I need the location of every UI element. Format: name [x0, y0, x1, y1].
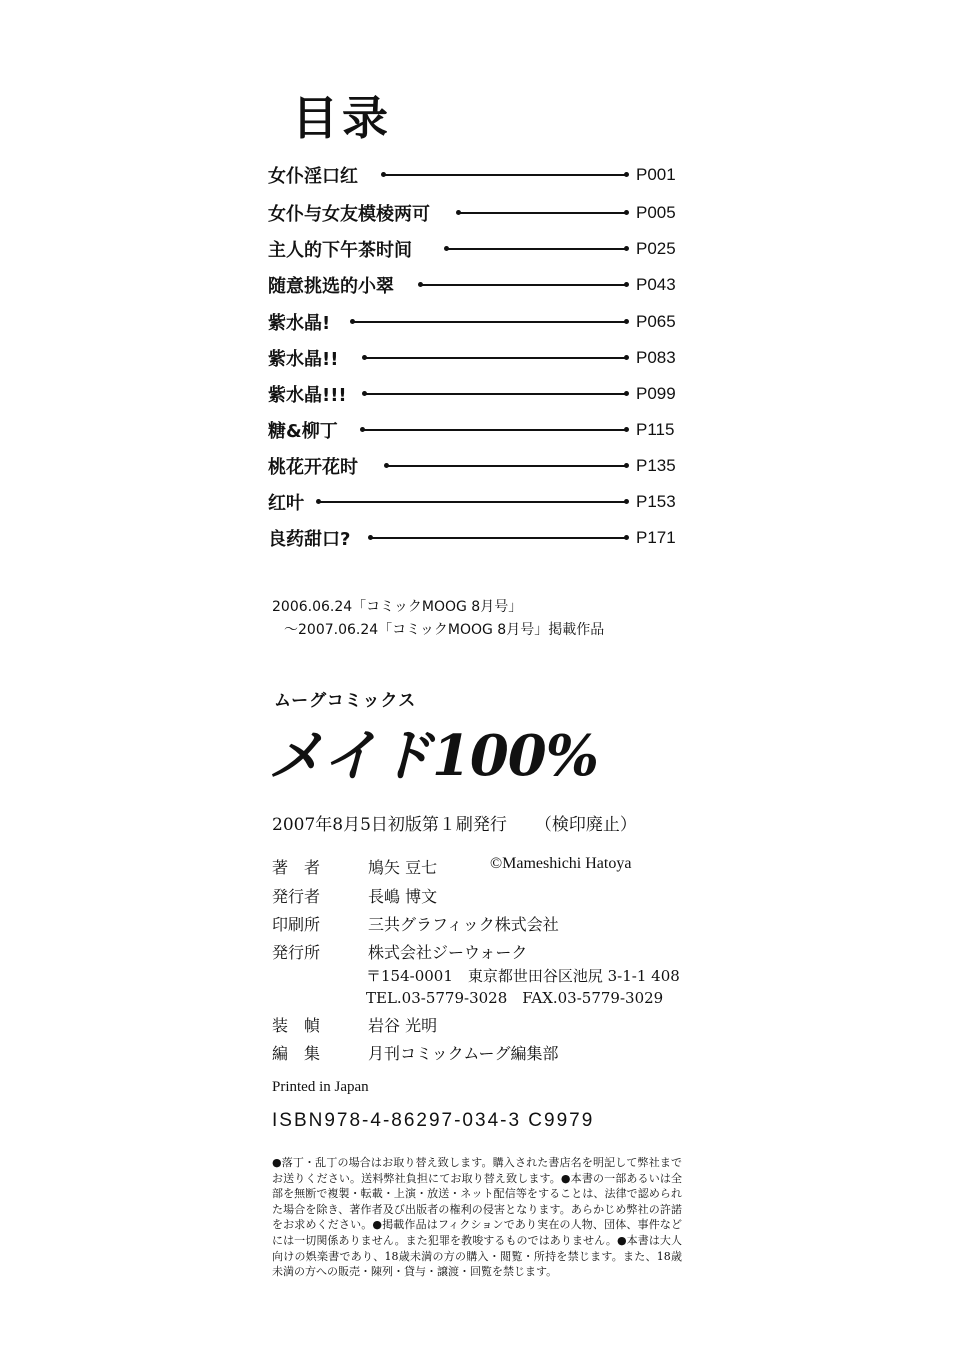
leader-dot: [456, 210, 461, 215]
toc-entry-title: 随意挑选的小翠: [268, 276, 394, 297]
leader-line: [446, 248, 626, 250]
toc-entry-page: P115: [636, 420, 675, 439]
leader-line: [420, 284, 626, 286]
credit-value: 岩谷 光明: [368, 1016, 438, 1035]
leader-dot: [624, 282, 629, 287]
credit-label: 発行所: [272, 943, 321, 962]
toc-entry-page: P099: [636, 384, 676, 403]
leader-dot: [624, 172, 629, 177]
toc-entry-page: P083: [636, 348, 676, 367]
credit-value: 長嶋 博文: [368, 887, 438, 906]
toc-entry-title: 良药甜口?: [268, 529, 351, 550]
credit-value: 三共グラフィック株式会社: [368, 915, 559, 934]
leader-dot: [316, 499, 321, 504]
title-logo: メイド100%: [268, 723, 598, 789]
legal-notice: ●落丁・乱丁の場合はお取り替え致します。購入された書店名を明記して弊社までお送りください。送料弊社負担にてお取り替え致します。●本書の一部あるいは全部を無断で複製・転載・上演・放送・ネット配信等をすることは、法律で認められた場合を除き、著作者及び出版者の権利の侵害となります。あらかじめ弊社の許諾をお求めください。●掲載作品はフィクションであり実在の人物、団体、事件などには一切関係ありません。また犯罪を教唆するものではありません。●本書は大人向けの娯楽書であり、18歳未満の方の購入・閲覧・所持を禁じます。また、18歳未満の方への販売・陳列・貸与・譲渡・回覧を禁じます。: [272, 1156, 682, 1279]
printed-in-japan: Printed in Japan: [272, 1079, 369, 1095]
toc-entry-title: 女仆淫口红: [268, 166, 358, 187]
leader-dot: [624, 463, 629, 468]
leader-line: [352, 321, 626, 323]
credit-value: 株式会社ジーウォーク: [368, 943, 528, 962]
credit-value: 月刊コミックムーグ編集部: [368, 1044, 559, 1063]
leader-dot: [624, 427, 629, 432]
toc-entry: [268, 234, 688, 264]
toc-entry-title: 桃花开花时: [268, 457, 358, 478]
leader-dot: [624, 391, 629, 396]
credit-value: 鳩矢 豆七: [368, 858, 438, 877]
leader-dot: [624, 499, 629, 504]
leader-dot: [350, 319, 355, 324]
toc-entry-title: 主人的下午茶时间: [268, 240, 412, 261]
toc-entry: [268, 198, 688, 228]
leader-dot: [360, 427, 365, 432]
publication-note-line1: 2006.06.24「コミックMOOG 8月号」: [272, 599, 523, 615]
leader-dot: [624, 246, 629, 251]
toc-entry-page: P043: [636, 275, 676, 294]
leader-line: [364, 357, 626, 359]
publication-note-line2: ～2007.06.24「コミックMOOG 8月号」掲載作品: [284, 622, 605, 638]
toc-entry-title: 紫水晶!!: [268, 349, 339, 370]
toc-entry-page: P135: [636, 456, 676, 475]
toc-entry-title: 红叶: [268, 493, 304, 514]
toc-entry: [268, 451, 688, 481]
toc-title: 目录: [292, 91, 392, 145]
toc-entry-page: P153: [636, 492, 676, 511]
leader-line: [458, 212, 626, 214]
leader-dot: [444, 246, 449, 251]
credit-label: 著 者: [272, 858, 321, 877]
toc-entry-page: P065: [636, 312, 676, 331]
edition-date: 2007年8月5日初版第１刷発行: [272, 815, 507, 835]
toc-entry-title: 紫水晶!: [268, 313, 331, 334]
edition-line: [272, 810, 637, 835]
toc-entry: [268, 160, 688, 190]
stamp-note: （検印廃止）: [534, 815, 637, 835]
toc-entry: [268, 270, 688, 300]
leader-dot: [624, 319, 629, 324]
leader-dot: [362, 355, 367, 360]
leader-dot: [362, 391, 367, 396]
credit-label: 編 集: [272, 1044, 321, 1063]
credit-label: 発行者: [272, 887, 321, 906]
toc-entry: [268, 523, 688, 553]
leader-dot: [624, 535, 629, 540]
toc-entry-title: 紫水晶!!!: [268, 385, 347, 406]
leader-line: [364, 393, 626, 395]
leader-line: [383, 174, 626, 176]
copyright-notice: ©Mameshichi Hatoya: [490, 855, 632, 872]
issuer-phone: TEL.03-5779-3028 FAX.03-5779-3029: [366, 989, 664, 1007]
toc-entry: [268, 343, 688, 373]
leader-dot: [381, 172, 386, 177]
toc-entry-page: P005: [636, 203, 676, 222]
leader-line: [318, 501, 626, 503]
leader-dot: [418, 282, 423, 287]
leader-dot: [624, 210, 629, 215]
credit-label: 装 幀: [272, 1016, 321, 1035]
leader-dot: [368, 535, 373, 540]
toc-entry-title: 糖&柳丁: [268, 421, 338, 442]
series-name: ムーグコミックス: [274, 691, 417, 711]
toc-entry: [268, 379, 688, 409]
toc-entry-page: P001: [636, 165, 676, 184]
leader-line: [370, 537, 626, 539]
toc-entry: [268, 415, 688, 445]
leader-dot: [624, 355, 629, 360]
issuer-address: 〒154-0001 東京都世田谷区池尻 3-1-1 408: [366, 967, 680, 985]
leader-line: [362, 429, 626, 431]
leader-line: [386, 465, 626, 467]
isbn: ISBN978-4-86297-034-3 C9979: [272, 1110, 595, 1131]
leader-dot: [384, 463, 389, 468]
toc-entry: [268, 487, 688, 517]
credit-label: 印刷所: [272, 915, 321, 934]
toc-entry-page: P171: [636, 528, 676, 547]
toc-entry-page: P025: [636, 239, 676, 258]
toc-entry: [268, 307, 688, 337]
toc-entry-title: 女仆与女友模棱两可: [268, 204, 430, 225]
